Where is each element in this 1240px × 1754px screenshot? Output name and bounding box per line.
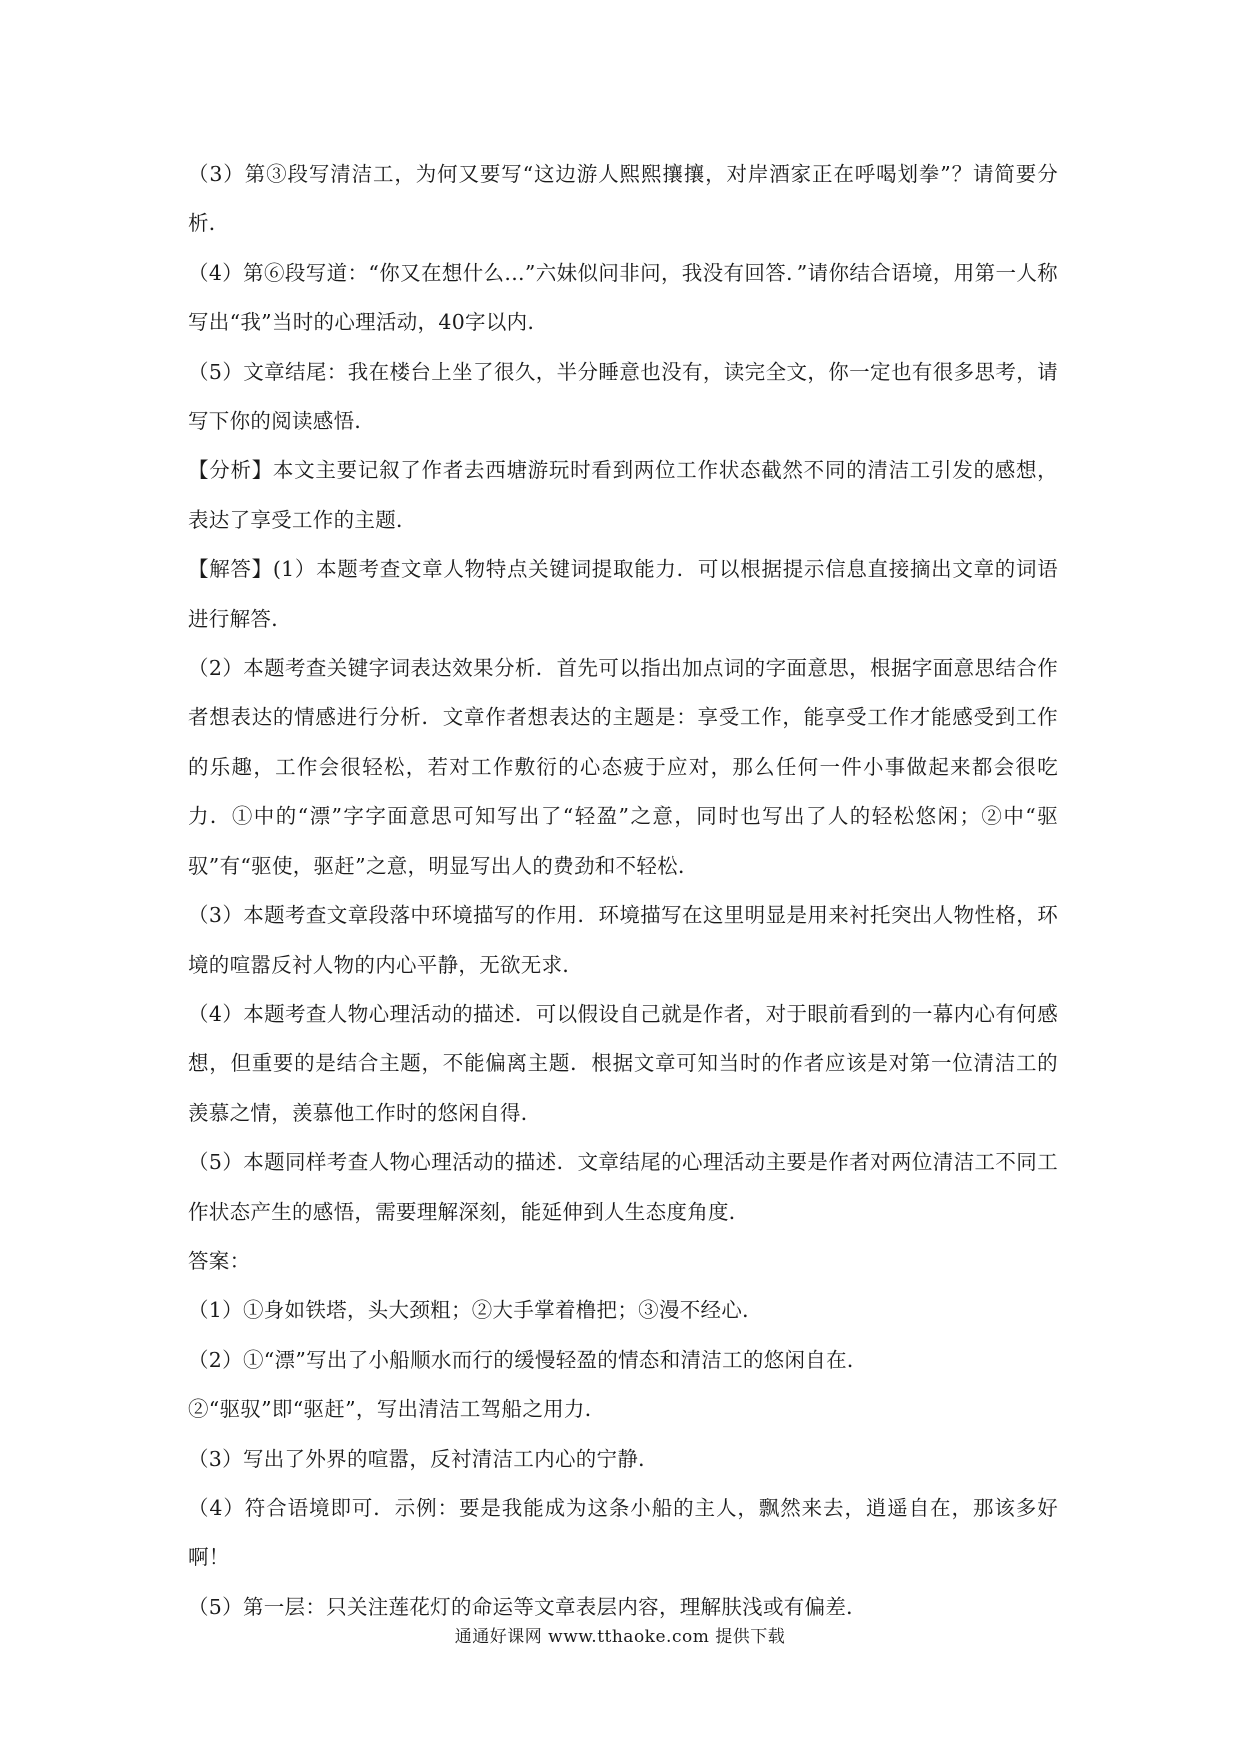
answer-1-text: （1）①身如铁塔，头大颈粗；②大手掌着橹把；③漫不经心． xyxy=(188,1298,763,1323)
solution-5-text: （5）本题同样考查人物心理活动的描述．文章结尾的心理活动主要是作者对两位清洁工不同工作状态产生的感悟，需要理解深刻，能延伸到人生态度角度． xyxy=(188,1150,1058,1224)
page-footer: 通通好课网 www.tthaoke.com 提供下载 xyxy=(454,1627,786,1647)
solution-2-text: （2）本题考查关键字词表达效果分析．首先可以指出加点词的字面意思，根据字面意思结合作者想表达的情感进行分析．文章作者想表达的主题是：享受工作，能享受工作才能感受到工作的乐趣，工作会很轻松，若对工作敷衍的心态疲于应对，那么任何一件小事做起来都会很吃力．①中的“漂”字字面意思可知写出了“轻盈”之意，同时也写出了人的轻松悠闲；②中“驱驭”有“驱使，驱赶”之意，明显写出人的费劲和不轻松． xyxy=(188,656,1058,878)
question-3-text: （3）第③段写清洁工，为何又要写“这边游人熙熙攘攘，对岸酒家正在呼喝划拳”？请简要分析． xyxy=(188,162,1058,236)
solution-4-text: （4）本题考查人物心理活动的描述．可以假设自己就是作者，对于眼前看到的一幕内心有何感想，但重要的是结合主题，不能偏离主题．根据文章可知当时的作者应该是对第一位清洁工的羡慕之情，羡慕他工作时的悠闲自得． xyxy=(188,1001,1058,1125)
answer-5-text: （5）第一层：只关注莲花灯的命运等文章表层内容，理解肤浅或有偏差． xyxy=(188,1594,867,1619)
answer-2-part1-text: （2）①“漂”写出了小船顺水而行的缓慢轻盈的情态和清洁工的悠闲自在． xyxy=(188,1347,868,1372)
answer-heading: 答案： xyxy=(188,1248,251,1273)
answer-2-part2-text: ②“驱驭”即“驱赶”，写出清洁工驾船之用力． xyxy=(188,1397,606,1422)
solution-1-text: 【解答】(1）本题考查文章人物特点关键词提取能力．可以根据提示信息直接摘出文章的词语进行解答． xyxy=(188,557,1058,631)
answer-3-text: （3）写出了外界的喧嚣，反衬清洁工内心的宁静． xyxy=(188,1446,659,1471)
question-5-text: （5）文章结尾：我在楼台上坐了很久，半分睡意也没有，读完全文，你一定也有很多思考，请写下你的阅读感悟． xyxy=(188,359,1058,434)
page-body xyxy=(188,150,1058,1632)
question-4-text: （4）第⑥段写道：“你又在想什么...”六妹似问非问，我没有回答．”请你结合语境，用第一人称写出“我”当时的心理活动，40字以内． xyxy=(188,260,1058,335)
solution-3-text: （3）本题考查文章段落中环境描写的作用．环境描写在这里明显是用来衬托突出人物性格，环境的喧嚣反衬人物的内心平静，无欲无求． xyxy=(188,903,1058,977)
answer-4-text: （4）符合语境即可．示例：要是我能成为这条小船的主人，飘然来去，逍遥自在，那该多好啊！ xyxy=(188,1495,1058,1570)
analysis-text: 【分析】本文主要记叙了作者去西塘游玩时看到两位工作状态截然不同的清洁工引发的感想，表达了享受工作的主题． xyxy=(188,458,1058,532)
